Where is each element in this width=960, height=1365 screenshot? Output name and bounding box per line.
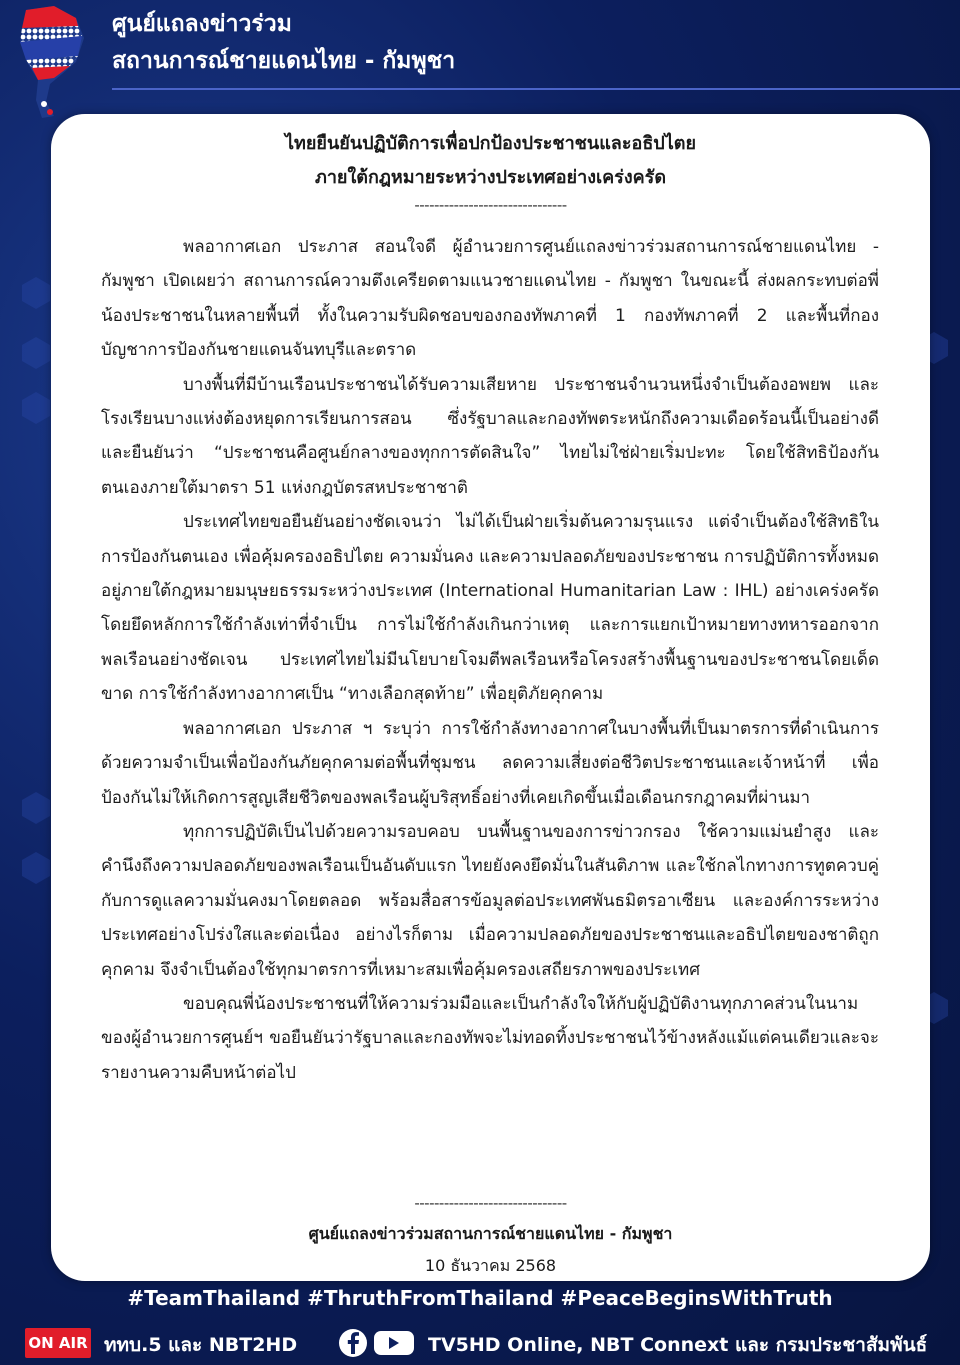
signature-date: 10 ธันวาคม 2568 [424,1256,557,1275]
paragraph-2: บางพื้นที่มีบ้านเรือนประชาชนได้รับความเสียหาย ประชาชนจำนวนหนึ่งจำเป็นต้องอพยพ และโรงเรียนบางแห่งต้องหยุดการเรียนการสอน ซึ่งรัฐบาลและกองทัพตระหนักถึงความเดือดร้อนนี้เป็นอย่างดี และยืนยันว่า “ประชาชนคือศูนย์กลางของทุกการตัดสินใจ” ไทยไม่ใช่ฝ่ายเริ่มปะทะ โดยใช้สิทธิป้องกันตนเองภายใต้มาตรา 51 แห่งกฎบัตรสหประชาชาติ [101,374,879,498]
top-divider: ------------------------------- [414,196,567,214]
youtube-icon [374,1331,414,1355]
thailand-map-flag-icon [14,4,94,122]
broadcast-channels: ททบ.5 และ NBT2HD [104,1334,298,1356]
social-icons [338,1328,418,1358]
footer-bar [0,1328,960,1358]
header-title [112,6,455,80]
signature-organization: ศูนย์แถลงข่าวร่วมสถานการณ์ชายแดนไทย - กัมพูชา [308,1224,673,1243]
statement-card [51,114,930,1281]
bottom-divider: ------------------------------- [414,1194,567,1212]
paragraph-1: พลอากาศเอก ประภาส สอนใจดี ผู้อำนวยการศูนย์แถลงข่าวร่วมสถานการณ์ชายแดนไทย - กัมพูชา เปิดเผยว่า สถานการณ์ความตึงเครียดตามแนวชายแดนไทย - กัมพูชา ในขณะนี้ ส่งผลกระทบต่อพี่น้องประชาชนในหลายพื้นที่ ทั้งในความรับผิดชอบของกองทัพภาคที่ 1 กองทัพภาคที่ 2 และพื้นที่กองบัญชาการป้องกันชายแดนจันทบุรีและตราด [101,237,879,361]
paragraph-6: ขอบคุณพี่น้องประชาชนที่ให้ความร่วมมือและเป็นกำลังใจให้กับผู้ปฏิบัติงานทุกภาคส่วนในนามของผู้อำนวยการศูนย์ฯ ขอยืนยันว่ารัฐบาลและกองทัพจะไม่ทอดทิ้งประชาชนไว้ข้างหลังแม้แต่คนเดียวและจะรายงานความคืบหน้าต่อไป [101,993,879,1083]
paragraph-4: พลอากาศเอก ประภาส ฯ ระบุว่า การใช้กำลังทางอากาศในบางพื้นที่เป็นมาตรการที่ดำเนินการด้วยความจำเป็นเพื่อป้องกันภัยคุกคามต่อพื้นที่ชุมชน ลดความเสี่ยงต่อชีวิตประชาชนและเจ้าหน้าที่ เพื่อป้องกันไม่ให้เกิดการสูญเสียชีวิตของพลเรือนผู้บริสุทธิ์อย่างที่เคยเกิดขึ้นเมื่อเดือนกรกฎาคมที่ผ่านมา [101,718,879,808]
header-divider [112,88,960,90]
signature-block [51,1222,930,1247]
facebook-icon [339,1329,367,1357]
header [0,0,960,112]
header-title-line2: สถานการณ์ชายแดนไทย - กัมพูชา [112,48,456,74]
document-title-line1: ไทยยืนยันปฏิบัติการเพื่อปกป้องประชาชนและอธิปไตย [284,133,697,154]
header-title-line1: ศูนย์แถลงข่าวร่วม [112,11,292,37]
hashtags: #TeamThailand #ThruthFromThailand #PeaceBeginsWithTruth [127,1286,833,1310]
on-air-badge: ON AIR [25,1328,91,1358]
document-title-line2: ภายใต้กฎหมายระหว่างประเทศอย่างเคร่งครัด [314,167,667,188]
paragraph-5: ทุกการปฏิบัติเป็นไปด้วยความรอบคอบ บนพื้นฐานของการข่าวกรอง ใช้ความแม่นยำสูง และคำนึงถึงความปลอดภัยของพลเรือนเป็นอันดับแรก ไทยยังคงยึดมั่นในสันติภาพ และใช้กลไกทางการทูตควบคู่กับการดูแลความมั่นคงมาโดยตลอด พร้อมสื่อสารข้อมูลต่อประเทศพันธมิตรอาเซียน และองค์การระหว่างประเทศอย่างโปร่งใสและต่อเนื่อง อย่างไรก็ตาม เมื่อความปลอดภัยของประชาชนและอธิปไตยของชาติถูกคุกคาม จึงจำเป็นต้องใช้ทุกมาตรการที่เหมาะสมเพื่อคุ้มครองเสถียรภาพของประเทศ [101,821,879,980]
online-channels: TV5HD Online, NBT Connext และ กรมประชาสัมพันธ์ [428,1334,928,1356]
document-body [101,230,879,1090]
paragraph-3: ประเทศไทยขอยืนยันอย่างชัดเจนว่า ไม่ได้เป็นฝ่ายเริ่มต้นความรุนแรง แต่จำเป็นต้องใช้สิทธิในการป้องกันตนเอง เพื่อคุ้มครองอธิปไตย ความมั่นคง และความปลอดภัยของประชาชน การปฏิบัติการทั้งหมดอยู่ภายใต้กฎหมายมนุษยธรรมระหว่างประเทศ (International Humanitarian Law : IHL) อย่างเคร่งครัด โดยยึดหลักการใช้กำลังเท่าที่จำเป็น การไม่ใช้กำลังเกินกว่าเหตุ และการแยกเป้าหมายทางทหารออกจากพลเรือนอย่างชัดเจน ประเทศไทยไม่มีนโยบายโจมตีพลเรือนหรือโครงสร้างพื้นฐานของประชาชนโดยเด็ดขาด การใช้กำลังทางอากาศเป็น “ทางเลือกสุดท้าย” เพื่อยุติภัยคุกคาม [101,512,879,705]
